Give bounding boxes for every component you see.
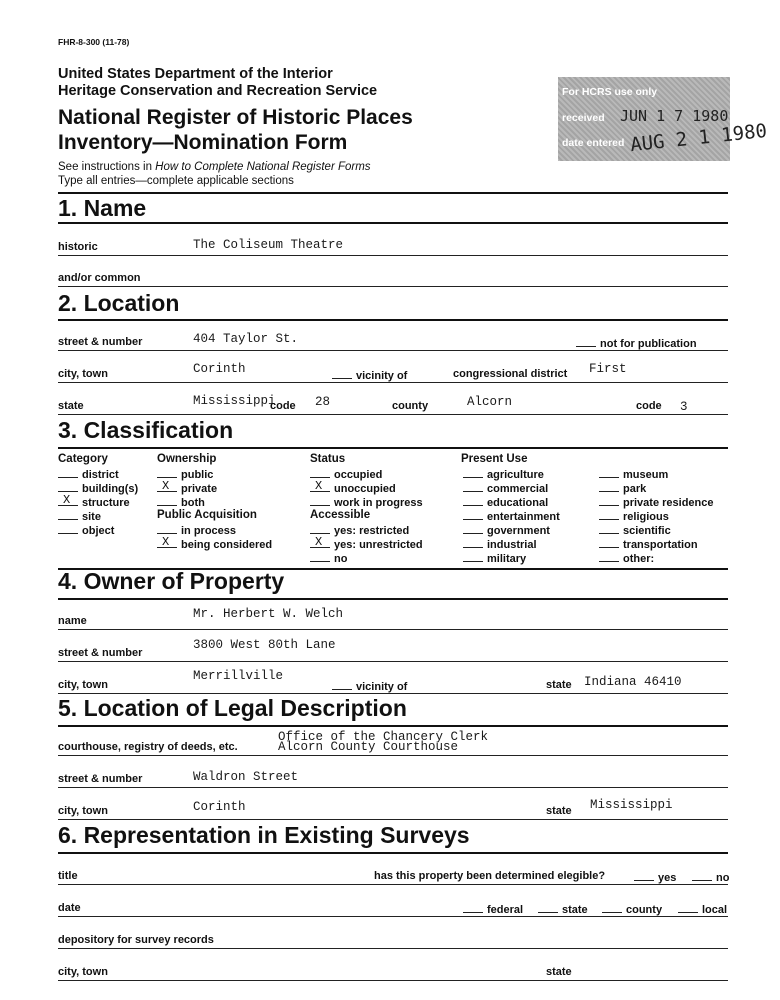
city-town-label: city, town: [58, 368, 108, 380]
checkbox-option[interactable]: [310, 481, 396, 495]
field-line: [58, 255, 728, 256]
checkbox-option[interactable]: [463, 467, 544, 481]
section-5-title: 5. Location of Legal Description: [58, 695, 407, 721]
department-name: United States Department of the Interior: [58, 66, 333, 82]
courthouse-value-line2: Alcorn County Courthouse: [278, 740, 459, 754]
city-town-value: Corinth: [193, 362, 246, 376]
option-label: in process: [181, 525, 237, 537]
option-label: site: [82, 511, 101, 523]
option-label: scientific: [623, 525, 671, 537]
checkbox-option[interactable]: [599, 551, 654, 565]
checkbox-blank[interactable]: [157, 495, 177, 506]
section-rule: [58, 192, 728, 194]
checkbox-option[interactable]: [58, 467, 119, 481]
checkbox-blank[interactable]: [157, 523, 177, 534]
form-title-line1: National Register of Historic Places: [58, 106, 413, 129]
checkbox-blank[interactable]: [310, 523, 330, 534]
checkbox-mark: X: [315, 535, 323, 549]
checkbox-blank[interactable]: [58, 509, 78, 520]
section-3-title: 3. Classification: [58, 417, 234, 443]
option-label: structure: [82, 497, 130, 509]
option-label: religious: [623, 511, 669, 523]
category-heading: Category: [58, 453, 108, 465]
hcrs-label: For HCRS use only: [562, 86, 658, 98]
form-title-line2: Inventory—Nomination Form: [58, 131, 348, 154]
option-label: agriculture: [487, 469, 544, 481]
checkbox-option[interactable]: [310, 523, 409, 537]
level-federal: federal: [463, 902, 523, 916]
service-name: Heritage Conservation and Recreation Service: [58, 83, 378, 99]
section-6-title: 6. Representation in Existing Surveys: [58, 822, 470, 848]
checkbox-option[interactable]: [463, 509, 560, 523]
checkbox-blank[interactable]: [599, 509, 619, 520]
section-rule: [58, 598, 728, 600]
date-entered-value: AUG 2 1 1980: [629, 119, 769, 157]
county-value: Alcorn: [467, 395, 513, 409]
section-rule: [58, 319, 728, 321]
section-2-title: 2. Location: [58, 290, 180, 316]
level-state: state: [538, 902, 588, 916]
checkbox-option[interactable]: [157, 537, 272, 551]
checkbox-option[interactable]: [463, 523, 550, 537]
option-label: transportation: [623, 539, 698, 551]
field-line: [58, 629, 728, 630]
checkbox-blank[interactable]: [463, 551, 483, 562]
checkbox-option[interactable]: [463, 481, 548, 495]
present-use-heading: Present Use: [461, 453, 528, 465]
checkbox-option[interactable]: [599, 467, 668, 481]
historic-label: historic: [58, 241, 98, 253]
option-label: entertainment: [487, 511, 560, 523]
checkbox-blank[interactable]: [599, 551, 619, 562]
checkbox-mark: X: [63, 493, 71, 507]
field-line: [58, 948, 728, 949]
owner-city-label: city, town: [58, 679, 108, 691]
option-label: commercial: [487, 483, 549, 495]
checkbox-blank[interactable]: [58, 523, 78, 534]
instructions: See instructions in How to Complete National Register Forms: [58, 161, 371, 173]
checkbox-option[interactable]: [58, 509, 101, 523]
option-label: occupied: [334, 469, 383, 481]
option-label: industrial: [487, 539, 537, 551]
survey-city-label: city, town: [58, 966, 108, 978]
eligible-no: no: [692, 870, 729, 884]
date-entered-label: date entered: [562, 137, 625, 149]
state-value: Mississippi: [193, 394, 276, 408]
owner-name-label: name: [58, 615, 87, 627]
not-for-publication: not for publication: [576, 336, 697, 350]
level-county: county: [602, 902, 662, 916]
legal-street-label: street & number: [58, 773, 143, 785]
checkbox-blank[interactable]: [463, 537, 483, 548]
field-line: [58, 661, 728, 662]
option-label: work in progress: [334, 497, 423, 509]
option-label: other:: [623, 553, 655, 565]
option-label: both: [181, 497, 205, 509]
checkbox-option[interactable]: [310, 537, 423, 551]
ownership-heading: Ownership: [157, 453, 217, 465]
checkbox-option[interactable]: [599, 523, 671, 537]
checkbox-blank[interactable]: [463, 509, 483, 520]
option-label: district: [82, 469, 119, 481]
checkbox-option[interactable]: [463, 537, 537, 551]
option-label: building(s): [82, 483, 139, 495]
eligible-yes: yes: [634, 870, 676, 884]
checkbox-blank[interactable]: [599, 467, 619, 478]
checkbox-blank[interactable]: [463, 481, 483, 492]
option-label: yes: unrestricted: [334, 539, 423, 551]
checkbox-blank[interactable]: [599, 523, 619, 534]
legal-city-value: Corinth: [193, 800, 246, 814]
option-label: military: [487, 553, 527, 565]
checkbox-option[interactable]: [58, 495, 130, 509]
congressional-district-value: First: [589, 362, 627, 376]
checkbox-option[interactable]: [310, 551, 347, 565]
option-label: no: [334, 553, 348, 565]
checkbox-option[interactable]: [58, 523, 114, 537]
checkbox-blank[interactable]: [58, 495, 78, 506]
option-label: public: [181, 469, 214, 481]
field-line: [58, 884, 728, 885]
checkbox-blank[interactable]: [310, 481, 330, 492]
checkbox-mark: X: [162, 479, 170, 493]
status-heading: Status: [310, 453, 346, 465]
state-code-label: code: [270, 400, 296, 412]
checkbox-blank[interactable]: [599, 537, 619, 548]
depository-label: depository for survey records: [58, 934, 214, 946]
checkbox-blank[interactable]: [599, 495, 619, 506]
field-line: [58, 693, 728, 694]
received-label: received: [562, 112, 605, 124]
congressional-district-label: congressional district: [453, 368, 568, 380]
checkbox-blank[interactable]: [463, 523, 483, 534]
county-label: county: [392, 400, 429, 412]
level-local: local: [678, 902, 727, 916]
checkbox-blank[interactable]: [310, 495, 330, 506]
option-label: unoccupied: [334, 483, 396, 495]
checkbox-blank[interactable]: [310, 537, 330, 548]
checkbox-option[interactable]: [310, 495, 423, 509]
checkbox-blank[interactable]: [157, 537, 177, 548]
street-number-label: street & number: [58, 336, 143, 348]
section-rule: [58, 222, 728, 224]
received-date: JUN 1 7 1980: [620, 107, 729, 125]
checkbox-blank[interactable]: [310, 551, 330, 562]
legal-city-label: city, town: [58, 805, 108, 817]
form-code: FHR-8-300 (11-78): [58, 37, 130, 47]
section-4-title: 4. Owner of Property: [58, 568, 285, 594]
street-number-value: 404 Taylor St.: [193, 332, 299, 346]
option-label: object: [82, 525, 115, 537]
checkbox-option[interactable]: [599, 509, 669, 523]
checkbox-option[interactable]: [463, 551, 526, 565]
owner-city-value: Merrillville: [193, 669, 284, 683]
county-code-value: 3: [680, 400, 688, 414]
legal-state-label: state: [546, 805, 572, 817]
owner-name-value: Mr. Herbert W. Welch: [193, 607, 344, 621]
checkbox-option[interactable]: [157, 481, 217, 495]
section-rule: [58, 447, 728, 449]
field-line: [58, 819, 728, 820]
field-line: [58, 916, 728, 917]
checkbox-blank[interactable]: [310, 467, 330, 478]
owner-state-label: state: [546, 679, 572, 691]
field-line: [58, 755, 728, 756]
county-code-label: code: [636, 400, 662, 412]
courthouse-label: courthouse, registry of deeds, etc.: [58, 741, 238, 753]
owner-street-value: 3800 West 80th Lane: [193, 638, 336, 652]
checkbox-blank[interactable]: [157, 467, 177, 478]
historic-name-value: The Coliseum Theatre: [193, 238, 344, 252]
eligibility-question: has this property been determined elegible?: [374, 870, 606, 882]
option-label: educational: [487, 497, 549, 509]
legal-state-value: Mississippi: [590, 798, 673, 812]
field-line: [58, 286, 728, 287]
owner-street-label: street & number: [58, 647, 143, 659]
checkbox-blank[interactable]: [58, 481, 78, 492]
survey-state-label: state: [546, 966, 572, 978]
courthouse-value-line1: Office of the Chancery Clerk: [278, 730, 489, 744]
option-label: private: [181, 483, 218, 495]
option-label: government: [487, 525, 550, 537]
field-line: [58, 382, 728, 383]
section-rule: [58, 725, 728, 727]
section-rule: [58, 852, 728, 854]
option-label: being considered: [181, 539, 273, 551]
checkbox-option[interactable]: [599, 481, 646, 495]
option-label: yes: restricted: [334, 525, 410, 537]
state-label: state: [58, 400, 84, 412]
survey-date-label: date: [58, 902, 81, 914]
legal-street-value: Waldron Street: [193, 770, 299, 784]
checkbox-option[interactable]: [599, 495, 714, 509]
field-line: [58, 787, 728, 788]
field-line: [58, 350, 728, 351]
field-line: [58, 980, 728, 981]
checkbox-mark: X: [162, 535, 170, 549]
checkbox-blank[interactable]: [463, 495, 483, 506]
checkbox-mark: X: [315, 479, 323, 493]
checkbox-option[interactable]: [157, 495, 205, 509]
owner-state-value: Indiana 46410: [584, 675, 682, 689]
checkbox-option[interactable]: [599, 537, 698, 551]
common-name-label: and/or common: [58, 272, 141, 284]
checkbox-option[interactable]: [463, 495, 548, 509]
survey-title-label: title: [58, 870, 78, 882]
option-label: museum: [623, 469, 669, 481]
accessible-heading: Accessible: [310, 509, 371, 521]
option-label: park: [623, 483, 647, 495]
vicinity-of: vicinity of: [332, 368, 407, 382]
checkbox-blank[interactable]: [463, 467, 483, 478]
state-code-value: 28: [315, 395, 331, 409]
public-acquisition-heading: Public Acquisition: [157, 509, 257, 521]
checkbox-blank[interactable]: [58, 467, 78, 478]
section-1-title: 1. Name: [58, 195, 147, 221]
type-all-entries: Type all entries—complete applicable sections: [58, 175, 294, 187]
checkbox-blank[interactable]: [157, 481, 177, 492]
option-label: private residence: [623, 497, 714, 509]
owner-vicinity-of: vicinity of: [332, 679, 407, 693]
hcrs-use-only-stamp: [558, 77, 769, 161]
field-line: [58, 414, 728, 415]
checkbox-blank[interactable]: [599, 481, 619, 492]
